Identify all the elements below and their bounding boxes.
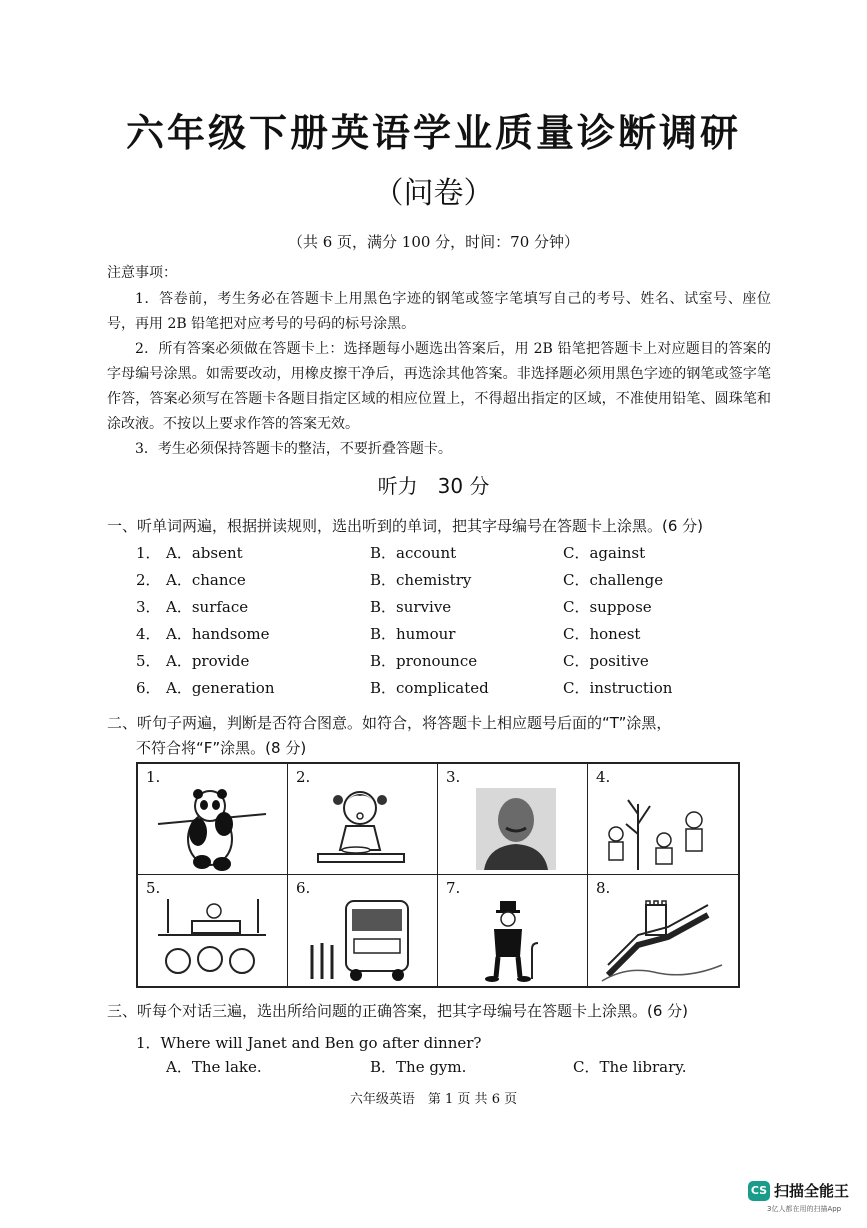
scanner-watermark [748,1180,849,1201]
option-c: C．challenge [563,571,664,589]
section-title: 听力 30 分 [377,474,490,498]
picture-number: 4. [596,768,611,786]
picture-number: 3. [446,768,461,786]
option-a: A．generation [166,679,275,697]
classroom-illustration [148,895,276,983]
picture-grid [136,762,740,988]
picture-number: 7. [446,879,461,897]
charlie-chaplin-illustration [448,895,576,983]
part3-options [166,1056,726,1078]
page-footer: 六年级英语 第 1 页 共 6 页 [349,1092,518,1107]
part2-heading-cont: 不符合将“F”涂黑。(8 分) [136,739,307,757]
option-b: B．chemistry [370,571,472,589]
option-c: C．instruction [563,679,673,697]
part3-question: 1．Where will Janet and Ben go after dinner? [136,1034,482,1052]
notice-item: 2．所有答案必须做在答题卡上：选择题每小题选出答案后，用 2B 铅笔把答题卡上对应题目的答案的字母编号涂黑。如需要改动，用橡皮擦干净后，再选涂其他答案。非选择题必须用黑色字迹的钢笔或签字笔作答，答案必须写在答题卡各题目指定区域的相应位置上，不得超出指定的区域，不准使用铅笔、圆珠笔和涂改液。不按以上要求作答的答案无效。 [107,341,771,432]
picture-number: 8. [596,879,611,897]
question-number: 6． [136,679,161,697]
picture-number: 6. [296,879,311,897]
picture-cell [138,764,288,875]
part1-heading: 一、听单词两遍，根据拼读规则，选出听到的单词，把其字母编号在答题卡上涂黑。(6 分) [107,517,704,535]
question-number: 3． [136,598,161,616]
option-c: C．suppose [563,598,652,616]
portrait-photo [448,784,576,872]
picture-number: 1. [146,768,161,786]
page-subtitle: （问卷） [373,176,494,211]
option-row [136,542,736,569]
school-bus-illustration [298,895,426,983]
option-row [136,623,736,650]
picture-number: 2. [296,768,311,786]
picture-cell [438,875,588,986]
picture-cell [588,875,738,986]
option-c: C．positive [563,652,649,670]
picture-cell [138,875,288,986]
option-row [136,569,736,596]
option-a: A．chance [166,571,246,589]
question-number: 2． [136,571,161,589]
part3-heading: 三、听每个对话三遍，选出所给问题的正确答案，把其字母编号在答题卡上涂黑。(6 分) [107,1002,689,1020]
great-wall-illustration [598,895,726,983]
option-c: C．honest [563,625,641,643]
question-number: 1． [136,544,161,562]
question-number: 4． [136,625,161,643]
option-row [136,596,736,623]
girl-cooking-illustration [298,784,426,872]
option-a: A．absent [166,544,243,562]
page-title: 六年级下册英语学业质量诊断调研 [125,111,741,155]
option-b: B．complicated [370,679,489,697]
option-a: A．surface [166,598,249,616]
picture-cell [288,875,438,986]
question-number: 5． [136,652,161,670]
option-b: B．pronounce [370,652,478,670]
scanner-tagline: 3亿人都在用的扫描App [767,1205,842,1213]
planting-trees-illustration [598,784,726,872]
option-a: A．handsome [166,625,270,643]
option-b: B．The gym. [370,1058,467,1076]
notice-heading: 注意事项： [107,265,177,281]
notice-item: 1．答卷前，考生务必在答题卡上用黑色字迹的钢笔或签字笔填写自己的考号、姓名、试室号、座位号，再用 2B 铅笔把对应考号的号码的标号涂黑。 [107,291,771,332]
notice-list [107,287,771,462]
option-b: B．survive [370,598,452,616]
exam-info: （共 6 页，满分 100 分，时间：70 分钟） [287,233,580,251]
notice-item: 3．考生必须保持答题卡的整洁，不要折叠答题卡。 [135,441,452,457]
scanner-name: 扫描全能王 [774,1182,850,1200]
option-b: B．account [370,544,457,562]
option-b: B．humour [370,625,456,643]
option-c: C．against [563,544,646,562]
picture-cell [588,764,738,875]
option-row [136,650,736,677]
picture-cell [438,764,588,875]
part1-options [136,542,736,704]
option-a: A．provide [166,652,250,670]
option-row [136,677,736,704]
picture-number: 5. [146,879,161,897]
scanner-logo-icon: CS [748,1181,770,1201]
panda-illustration [148,784,276,872]
option-c: C．The library. [573,1058,687,1076]
picture-cell [288,764,438,875]
part2-heading: 二、听句子两遍，判断是否符合图意。如符合，将答题卡上相应题号后面的“T”涂黑， [107,714,672,732]
option-a: A．The lake. [166,1058,262,1076]
